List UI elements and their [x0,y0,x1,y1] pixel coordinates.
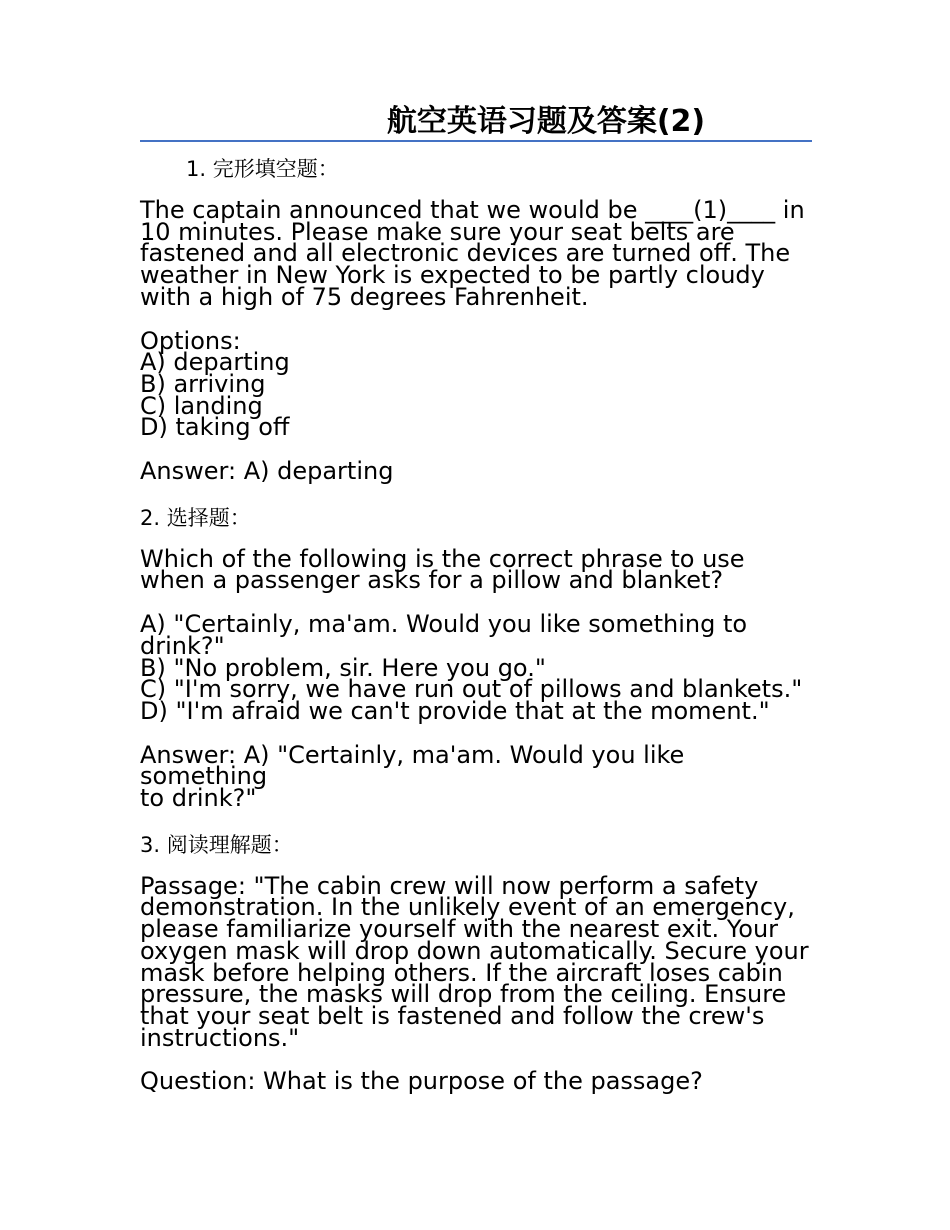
option-item: B) arriving [140,369,266,398]
option-item: D) taking off [140,413,290,442]
section-heading-choice: 2. 选择题： [140,505,251,530]
section-multiple-choice [140,505,812,813]
option-item: C) "I'm sorry, we have run out of pillows and blankets." [140,675,803,704]
reading-question: Question: What is the purpose of the passage? [140,1067,703,1096]
option-item: D) "I'm afraid we can't provide that at the moment." [140,696,770,725]
section-heading-reading: 3. 阅读理解题： [140,832,293,857]
section-heading-cloze: 1. 完形填空题： [186,157,339,181]
option-item: C) landing [140,391,263,420]
page-title: 航空英语习题及答案(2) [386,104,706,139]
option-item: A) "Certainly, ma'am. Would you like something to drink?" [140,610,748,660]
option-item: B) "No problem, sir. Here you go." [140,653,546,682]
choice-answer: Answer: A) "Certainly, ma'am. Would you like something to drink?" [140,740,685,813]
options-label: Options: [140,326,241,355]
choice-question: Which of the following is the correct phrase to use when a passenger asks for a pillow and blanket? [140,544,745,595]
cloze-answer: Answer: A) departing [140,457,394,486]
option-item: A) departing [140,348,290,377]
reading-passage: Passage: "The cabin crew will now perform a safety demonstration. In the unlikely event of an emergency, please familiarize yourself with the nearest exit. Your oxygen mask will drop down automatically. Secure your mask before helping others. If the aircraft loses cabin pressure, the masks will drop from the ceiling. Ensure that your seat belt is fastened and follow the crew's instructions." [140,871,809,1052]
cloze-passage: The captain announced that we would be ____(1)____ in 10 minutes. Please make sure your seat belts are fastened and all electronic devices are turned off. The weather in New York is expected to be partly cloudy with a high of 75 degrees Fahrenheit. [140,196,805,311]
document-page [140,100,812,1115]
cloze-options [140,326,812,442]
choice-options [140,610,812,725]
section-cloze [140,156,812,486]
section-reading [140,832,812,1096]
